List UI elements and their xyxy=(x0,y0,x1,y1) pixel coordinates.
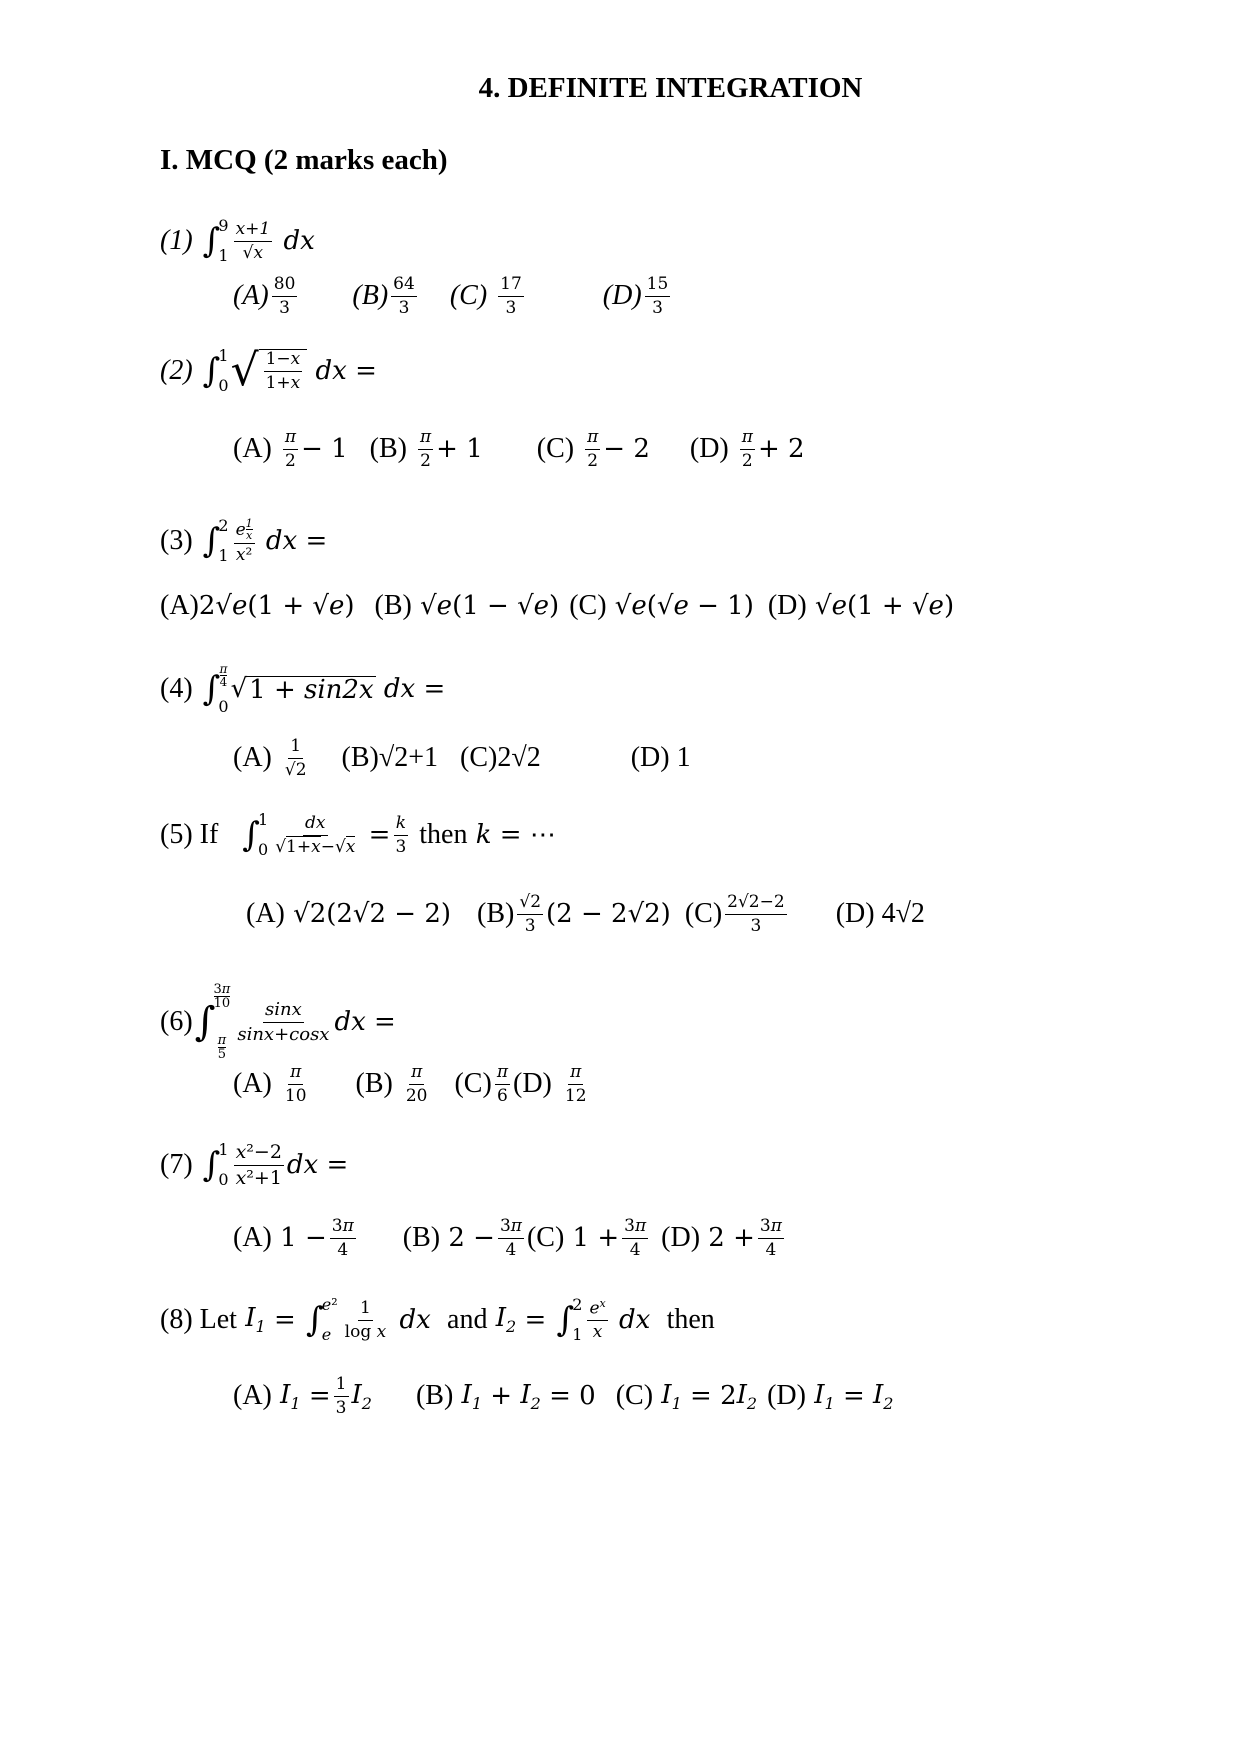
option-label: (A) xyxy=(233,1068,272,1100)
question-number: (1) xyxy=(160,225,193,256)
fraction: $\frac{1}{√2}$ xyxy=(284,736,307,780)
option-label: (B) xyxy=(341,742,379,774)
option-label: (A) xyxy=(233,433,272,465)
integral: ∫ 1 0 xyxy=(202,1140,229,1190)
fraction: $\frac{\sin x}{\sin x+\cos x}$ xyxy=(237,998,330,1045)
fraction: $\frac{3\pi}{4}$ xyxy=(759,1216,782,1260)
section-heading: I. MCQ (2 marks each) xyxy=(160,144,448,176)
integral: ∫ 1 0 xyxy=(242,810,269,859)
then-word: then xyxy=(419,819,468,850)
fraction: $\frac{k}{3}$ xyxy=(395,812,407,857)
question-number: (4) xyxy=(160,673,193,704)
fraction: e $^{\frac{1}{x}}$ x² xyxy=(235,517,253,565)
question-4-options: (A) $\frac{1}{√2}$ (B) √2+1 (C) 2√2 (D) 1 xyxy=(233,736,691,780)
option-label: (A) xyxy=(160,590,199,621)
option-label: (A) xyxy=(233,742,272,774)
question-6: (6) ∫ 3π 10 π 5 $\frac{\sin x}{\sin x+\cos x}$ dx = xyxy=(160,982,396,1062)
option-label: (C) xyxy=(536,433,575,465)
question-5-options: (A) √2(2√2 − 2) (B) $\frac{√2}{3}$ (2 − 2√2) (C) $\frac{2√2-2}{3}$ (D) 4√2 xyxy=(246,892,925,936)
option-label: (C) xyxy=(449,280,488,312)
question-6-options xyxy=(233,1063,592,1105)
integral: ∫ 9 1 xyxy=(202,216,229,265)
question-number: (6) xyxy=(160,1006,193,1037)
option-label: (D) xyxy=(767,590,807,621)
question-1: (1) ∫ 9 1 $\frac{x+1}{√x}$ dx xyxy=(160,216,315,265)
fraction: $\frac{3\pi}{4}$ xyxy=(331,1216,354,1260)
fraction: $\frac{e^x}{x}$ xyxy=(589,1296,606,1343)
fraction: $\frac{15}{3}$ xyxy=(646,274,669,318)
option-label: (B) xyxy=(415,1380,454,1412)
fraction: $\frac{2√2-2}{3}$ xyxy=(727,892,785,936)
question-7-options: (A) 1 − $\frac{3\pi}{4}$ (B) 2 − $\frac{3\pi}{4}$ (C) 1 + $\frac{3\pi}{4}$ (D) 2 + $\frac{3\pi}{4}$ xyxy=(233,1216,782,1260)
then-word: then xyxy=(666,1304,715,1335)
option-label: (C) xyxy=(526,1222,565,1254)
fraction: $\frac{\pi}{20}$ xyxy=(405,1062,428,1106)
square-root: √ $\frac{1-x}{1+x}$ xyxy=(231,349,308,393)
question-7: (7) ∫ 1 0 $\frac{\text{x²−2}}{\text{x²+1}}$ dx = xyxy=(160,1140,349,1190)
question-3: (3) ∫ 2 1 e $^{\frac{1}{x}}$ x² dx = xyxy=(160,516,328,566)
option-label: (D) xyxy=(661,1222,701,1254)
integral: ∫ 2 1 xyxy=(556,1295,583,1344)
fraction: $\frac{\pi}{2}$ xyxy=(587,427,599,471)
option-label: (D) xyxy=(835,898,875,930)
option-label: (D) xyxy=(689,433,729,465)
question-number: (3) xyxy=(160,525,193,557)
question-8-options: (A) $I_1$ = $\frac{1}{3}$ $I_2$ (B) $I_1$ + $I_2$ = 0 (C) $I_1$ = 2 $I_2$ (D) $I_1$ = $I_2$ xyxy=(233,1374,894,1418)
fraction: $\frac{\pi}{2}$ xyxy=(741,427,753,471)
option-label: (B) xyxy=(369,433,407,465)
fraction: $\frac{17}{3}$ xyxy=(500,274,522,318)
option-label: (B) xyxy=(402,1222,441,1254)
fraction: $\frac{64}{3}$ xyxy=(393,274,415,318)
fraction: $\frac{\pi}{2}$ xyxy=(419,427,432,471)
fraction: $\frac{1-x}{1+x}$ xyxy=(265,349,301,393)
question-number: (8) Let xyxy=(160,1304,237,1335)
option-label: (B) xyxy=(374,590,412,621)
option-label: (C) xyxy=(460,742,498,774)
question-1-options xyxy=(233,275,673,317)
fraction: $\frac{3\pi}{4}$ xyxy=(499,1216,522,1260)
and-word: and xyxy=(447,1304,488,1335)
option-label: (D) xyxy=(513,1068,552,1100)
option-label: (A) xyxy=(233,1222,272,1254)
integral: ∫ e² e xyxy=(306,1295,338,1344)
fraction: $\frac{1}{\text{log x}}$ xyxy=(344,1297,387,1342)
integral: ∫ 3π 10 π 5 xyxy=(194,982,231,1062)
option-label: (C) xyxy=(454,1068,492,1100)
question-number: (2) xyxy=(160,355,193,386)
option-label: (D) xyxy=(767,1380,806,1412)
fraction: $\frac{3\pi}{4}$ xyxy=(624,1216,647,1260)
option-label: (A) xyxy=(233,1380,272,1412)
question-number: (7) xyxy=(160,1149,193,1181)
option-label: (A) xyxy=(233,280,269,312)
option-label: (C) xyxy=(615,1380,654,1412)
option-label: (A) xyxy=(246,898,285,930)
fraction: $\frac{\pi}{6}$ xyxy=(496,1062,508,1106)
fraction: $\frac{x+1}{√x}$ xyxy=(235,218,271,263)
fraction: $\frac{80}{3}$ xyxy=(273,274,296,318)
question-2-options: (A) $\frac{\pi}{2}$ − 1 (B) $\frac{\pi}{2}$ + 1 (C) $\frac{\pi}{2}$ − 2 (D) $\frac{\pi}{2}$ + 2 xyxy=(233,427,805,471)
question-3-options: (A) 2√e(1 + √e) (B) √e(1 − √e) (C) √e(√e − 1) (D) √e(1 + √e) xyxy=(160,590,955,621)
option-label: (D) xyxy=(630,742,670,774)
integral: ∫ 1 0 xyxy=(202,346,229,395)
question-number: (5) If xyxy=(160,819,219,850)
fraction: $\frac{\pi}{2}$ xyxy=(284,427,297,471)
integral: ∫ π 4 0 xyxy=(202,662,229,716)
fraction: $\frac{\pi}{10}$ xyxy=(284,1062,307,1106)
fraction: $\frac{√2}{3}$ xyxy=(519,892,542,936)
page-title: 4. DEFINITE INTEGRATION xyxy=(478,72,863,104)
fraction: $\frac{1}{3}$ xyxy=(335,1374,347,1418)
fraction: $\frac{\text{x²−2}}{\text{x²+1}}$ xyxy=(235,1141,282,1189)
fraction: $\frac{\pi}{12}$ xyxy=(564,1062,587,1106)
option-label: (D) xyxy=(602,280,642,312)
integral: ∫ 2 1 xyxy=(202,516,229,566)
option-label: (B) xyxy=(355,1068,393,1100)
option-label: (B) xyxy=(477,898,515,930)
question-2: (2) ∫ 1 0 √ $\frac{1-x}{1+x}$ dx = xyxy=(160,345,377,396)
square-root: √ 1 + sin2x xyxy=(230,673,374,705)
question-8: (8) Let $I_1$ = ∫ e² e $\frac{1}{\text{log x}}$ dx and $I_2$ = ∫ 2 1 $\frac{e^x}{x}$ dx then xyxy=(160,1295,715,1344)
question-5: (5) If ∫ 1 0 $\frac{dx}{√1+x-√x}$ = $\frac{k}{3}$ then k = ⋯ xyxy=(160,810,556,859)
option-label: (C) xyxy=(569,590,607,621)
question-4: (4) ∫ π 4 0 √ 1 + sin2x dx = xyxy=(160,662,446,716)
option-label: (C) xyxy=(684,898,723,930)
fraction: $\frac{dx}{√1+x-√x}$ xyxy=(275,812,356,857)
option-label: (B) xyxy=(352,280,389,312)
